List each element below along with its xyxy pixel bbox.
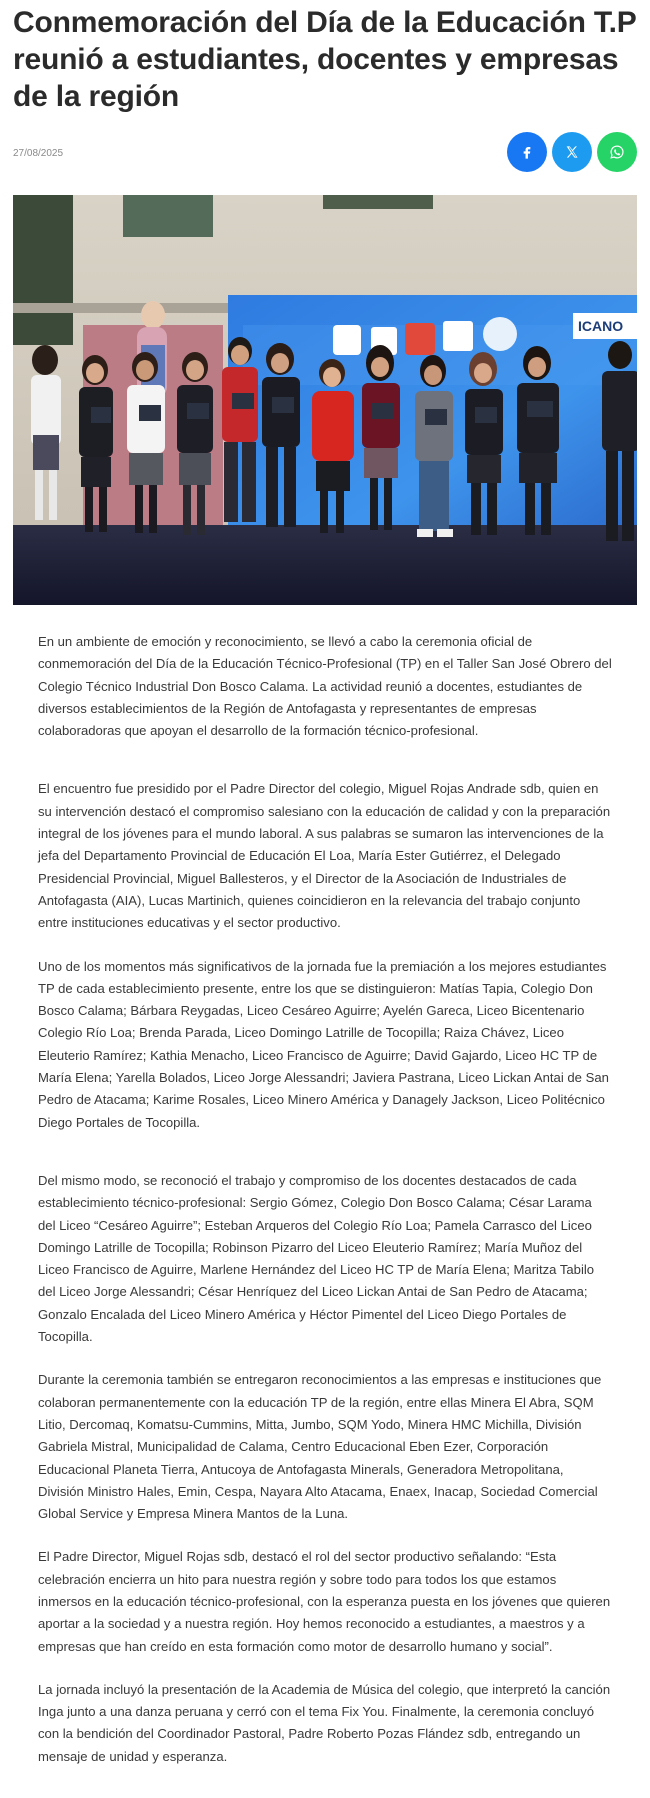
paragraph: La jornada incluyó la presentación de la Academia de Música del colegio, que interpretó la canción Inga junto a una danza peruana y cerró con el tema Fix You. Finalmente, la ceremonia concluyó con la bendición del Coordinador Pastoral, Padre Roberto Pozas Flández sdb, entregando un mensaje de unidad y esperanza. bbox=[38, 1681, 611, 1764]
paragraph: En un ambiente de emoción y reconocimiento, se llevó a cabo la ceremonia oficial de conmemoración del Día de la Educación Técnico-Profesional (TP) en el Taller San José Obrero del Colegio Técnico Industrial Don Bosco Calama. La actividad reunió a docentes, estudiantes de diversos establecimientos de la Región de Antofagasta y representantes de empresas colaboradoras que apoyan el desarrollo de la formación técnico-profesional. bbox=[38, 634, 612, 739]
paragraph: Uno de los momentos más significativos de la jornada fue la premiación a los mejores estudiantes TP de cada establecimiento presente, entre los que se distinguieron: Matías Tapia, Colegio Don Bosco Calama; Bárbara Reygadas, Liceo Cesáreo Aguirre; Ayelén Gareca, Liceo Bicentenario Colegio Río Loa; Brenda Parada, Liceo Domingo Latrille de Tocopilla; Raiza Chávez, Liceo Eleuterio Ramírez; Kathia Menacho, Liceo Francisco de Aguirre; David Gajardo, Liceo HC TP de María Elena; Yarella Bolados, Liceo Jorge Alessandri; Javiera Pastrana, Liceo Lickan Antai de San Pedro de Atacama; Karime Rosales, Liceo Minero América y Danagely Jackson, Liceo Politécnico Diego Portales de Tocopilla. bbox=[38, 958, 609, 1130]
paragraph: Durante la ceremonia también se entregaron reconocimientos a las empresas e instituciones que colaboran permanentemente con la educación TP de la región, entre ellas Minera El Abra, SQM Litio, Dercomaq, Komatsu-Cummins, Mitta, Jumbo, SQM Yodo, Minera HMC Michilla, División Gabriela Mistral, Municipalidad de Calama, Centro Educacional Eben Ezer, Corporación Educacional Planeta Tierra, Antucoya de Antofagasta Minerals, Generadora Metropolitana, División Ministro Hales, Emin, Cespa, Nayara Alto Atacama, Enaex, Inacap, Sociedad Comercial Global Service y Empresa Minera Mantos de la Luna. bbox=[38, 1372, 602, 1522]
publish-date: 27/08/2025 bbox=[13, 148, 64, 159]
whatsapp-icon bbox=[609, 144, 625, 160]
facebook-icon bbox=[519, 144, 535, 160]
article-photo bbox=[13, 195, 637, 605]
article-body bbox=[13, 631, 637, 1768]
share-buttons bbox=[507, 132, 637, 172]
share-facebook-button[interactable] bbox=[507, 132, 547, 172]
share-whatsapp-button[interactable] bbox=[597, 132, 637, 172]
paragraph: Del mismo modo, se reconoció el trabajo y compromiso de los docentes destacados de cada establecimiento técnico-profesional: Sergio Gómez, Colegio Don Bosco Calama; César Larama del Liceo “Cesáreo Aguirre”; Esteban Arqueros del Colegio Río Loa; Pamela Carrasco del Liceo Domingo Latrille de Tocopilla; Robinson Pizarro del Liceo Eleuterio Ramírez; María Muñoz del Liceo Francisco de Aguirre, Marlene Hernández del Liceo HC TP de María Elena; Maritza Tabilo del Liceo Jorge Alessandri; César Henríquez del Liceo Lickan Antai de San Pedro de Atacama; Gonzalo Encalada del Liceo Minero América y Héctor Pimentel del Liceo Diego Portales de Tocopilla. bbox=[38, 1172, 595, 1345]
paragraph: El Padre Director, Miguel Rojas sdb, destacó el rol del sector productivo señalando: “Esta celebración encierra un hito para nuestra región y sobre todo para todos los que estamos inmersos en la educación técnico-profesional, con la esperanza puesta en los jóvenes que quieren aportar a la sociedad y a nuestra región. Hoy hemos reconocido a estudiantes, a maestros y a empresas que han creído en esta formación como motor de desarrollo humano y social”. bbox=[38, 1549, 611, 1654]
banner-text: ICANO bbox=[578, 318, 624, 334]
x-icon bbox=[564, 144, 580, 160]
share-x-button[interactable] bbox=[552, 132, 592, 172]
article-meta bbox=[13, 118, 637, 190]
paragraph: El encuentro fue presidido por el Padre Director del colegio, Miguel Rojas Andrade sdb, quien en su intervención destacó el compromiso salesiano con la educación de calidad y con la preparación integral de los jóvenes para el mundo laboral. A sus palabras se sumaron las intervenciones de la jefa del Departamento Provincial de Educación El Loa, María Ester Gutiérrez, el Delegado Presidencial Provincial, Miguel Ballesteros, y el Director de la Asociación de Industriales de Antofagasta (AIA), Lucas Martinich, quienes coincidieron en la relevancia del trabajo conjunto entre instituciones educativas y el sector productivo. bbox=[38, 781, 611, 931]
article bbox=[0, 4, 650, 1768]
article-title: Conmemoración del Día de la Educación T.P reunió a estudiantes, docentes y empresas de la región bbox=[13, 6, 637, 113]
